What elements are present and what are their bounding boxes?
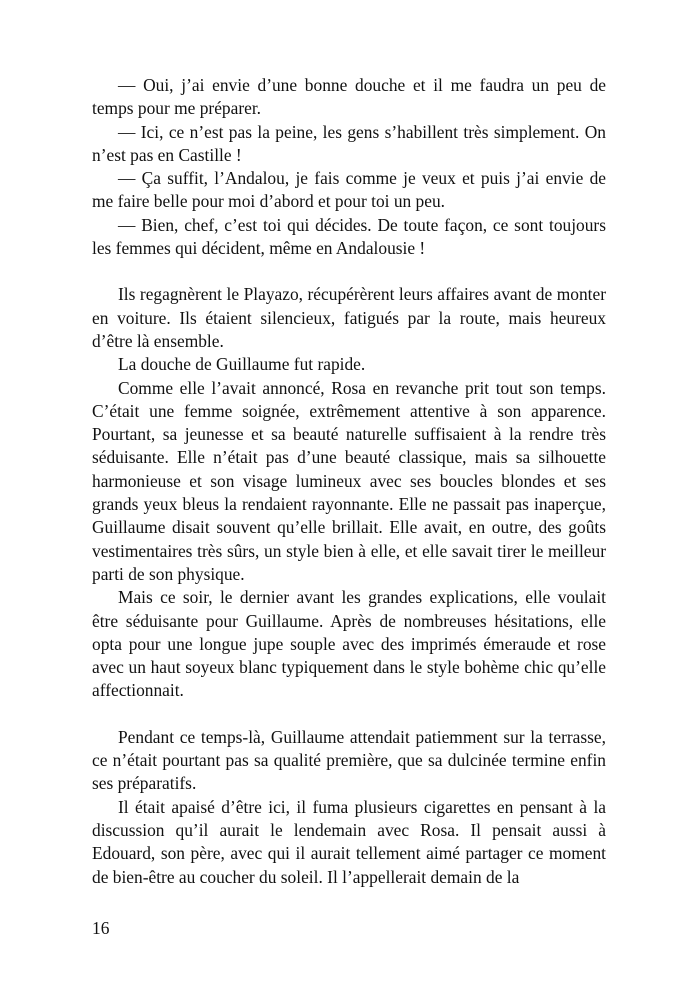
paragraph: Mais ce soir, le dernier avant les grandes explications, elle voulait être séduisante pour Guillaume. Après de nombreuses hésitations, elle opta pour une longue jupe souple avec des imprimés émeraude et rose avec un haut soyeux blanc typiquement dans le style bohème chic qu’elle affectionnait. (92, 587, 606, 701)
paragraph: Comme elle l’avait annoncé, Rosa en revanche prit tout son temps. C’était une femme soignée, extrêmement attentive à son apparence. Pourtant, sa jeunesse et sa beauté naturelle suffisaient à la rendre très séduisante. Elle n’était pas d’une beauté classique, mais sa silhouette harmonieuse et son visage lumineux avec ses boucles blondes et ses grands yeux bleus la rendaient rayonnante. Elle ne passait pas inaperçue, Guillaume disait souvent qu’elle brillait. Elle avait, en outre, des goûts vestimentaires très sûrs, un style bien à elle, et elle savait tirer le meilleur parti de son physique. (92, 377, 606, 584)
page-number: 16 (92, 918, 110, 938)
dialogue-line: — Oui, j’ai envie d’une bonne douche et il me faudra un peu de temps pour me préparer. (92, 75, 606, 119)
paragraph: Pendant ce temps-là, Guillaume attendait patiemment sur la terrasse, ce n’était pourtant pas sa qualité première, que sa dulcinée termine enfin ses préparatifs. (92, 726, 606, 794)
paragraph: Il était apaisé d’être ici, il fuma plusieurs cigarettes en pensant à la discussion qu’il aurait le lendemain avec Rosa. Il pensait aussi à Edouard, son père, avec qui il aurait tellement aimé partager ce moment de bien-être au coucher du soleil. Il l’appellerait demain de la (92, 796, 606, 887)
dialogue-line: — Ici, ce n’est pas la peine, les gens s’habillent très simplement. On n’est pas en Castille ! (92, 121, 606, 165)
paragraph: La douche de Guillaume fut rapide. (118, 354, 366, 375)
paragraph: Ils regagnèrent le Playazo, récupérèrent leurs affaires avant de monter en voiture. Ils étaient silencieux, fatigués par la route, mais heureux d’être là ensemble. (92, 284, 606, 351)
dialogue-line: — Bien, chef, c’est toi qui décides. De toute façon, ce sont toujours les femmes qui décident, même en Andalousie ! (92, 214, 606, 259)
page-text (92, 74, 606, 889)
dialogue-line: — Ça suffit, l’Andalou, je fais comme je veux et puis j’ai envie de me faire belle pour moi d’abord et pour toi un peu. (92, 168, 606, 212)
